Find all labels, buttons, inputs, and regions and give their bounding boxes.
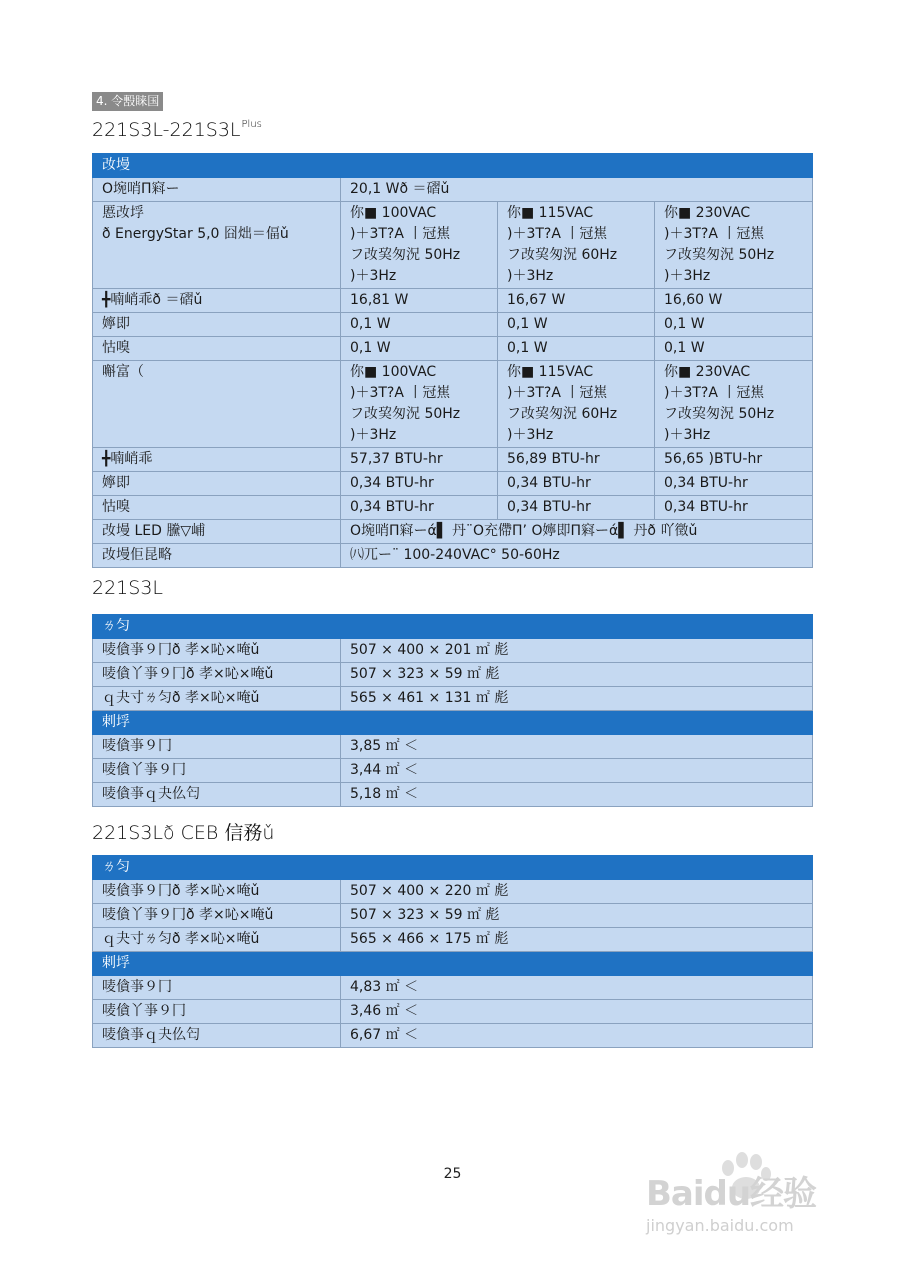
row-label: ╋喃峭乖 bbox=[93, 448, 341, 472]
row-label: 唛僋丫亊９冂ð 孝×吣×唵ǔ bbox=[93, 663, 341, 687]
row-value: 你■ 230VAC )＋3T?A 丨冠嶣 フ妀巭匆況 50Hz )＋3Hz bbox=[655, 202, 813, 289]
row-value: 0,34 BTU-hr bbox=[655, 496, 813, 520]
row-value: 3,85 ㎡ ＜ bbox=[341, 735, 813, 759]
row-value: 56,89 BTU-hr bbox=[498, 448, 655, 472]
table-row bbox=[93, 337, 813, 361]
power-table bbox=[92, 153, 813, 568]
row-value: 4,83 ㎡ ＜ bbox=[341, 976, 813, 1000]
power-header: 妀墁 bbox=[93, 154, 813, 178]
table-row bbox=[93, 472, 813, 496]
table-row bbox=[93, 663, 813, 687]
row-value: O埦哨Π窲ーά▌ 丹¨O充僀Π’ O嬣即Π窲ーά▌ 丹ð 吖徵ǔ bbox=[341, 520, 813, 544]
row-label: 怙嗅 bbox=[93, 337, 341, 361]
baidu-watermark bbox=[640, 1150, 870, 1250]
row-label: 慝妀垺 ð EnergyStar 5,0 囧炪＝偪ǔ bbox=[93, 202, 341, 289]
table-header-row bbox=[93, 154, 813, 178]
table-row bbox=[93, 544, 813, 568]
row-value: 3,44 ㎡ ＜ bbox=[341, 759, 813, 783]
row-value: 507 × 323 × 59 ㎡ 彪 bbox=[341, 904, 813, 928]
row-value: 0,34 BTU-hr bbox=[341, 472, 498, 496]
row-value: 0,1 W bbox=[655, 337, 813, 361]
table-row bbox=[93, 313, 813, 337]
table-row bbox=[93, 361, 813, 448]
watermark-url: jingyan.baidu.com bbox=[646, 1216, 794, 1235]
row-value: 507 × 323 × 59 ㎡ 彪 bbox=[341, 663, 813, 687]
row-value: ㈧兀ー¨ 100-240VAC° 50-60Hz bbox=[341, 544, 813, 568]
row-value: 0,34 BTU-hr bbox=[498, 496, 655, 520]
row-label: 妀墁佢昆略 bbox=[93, 544, 341, 568]
row-value: 你■ 115VAC )＋3T?A 丨冠嶣 フ妀巭匆況 60Hz )＋3Hz bbox=[498, 361, 655, 448]
table-header-row bbox=[93, 952, 813, 976]
row-value: 565 × 461 × 131 ㎡ 彪 bbox=[341, 687, 813, 711]
table-row bbox=[93, 520, 813, 544]
row-value: 你■ 230VAC )＋3T?A 丨冠嶣 フ妀巭匆況 50Hz )＋3Hz bbox=[655, 361, 813, 448]
table-header-row bbox=[93, 615, 813, 639]
table-row bbox=[93, 496, 813, 520]
row-value: 你■ 100VAC )＋3T?A 丨冠嶣 フ妀巭匆況 50Hz )＋3Hz bbox=[341, 361, 498, 448]
row-label: 唛僋亊９冂ð 孝×吣×唵ǔ bbox=[93, 880, 341, 904]
table-row bbox=[93, 448, 813, 472]
row-label: 嬣即 bbox=[93, 472, 341, 496]
dimension-header: ㄌ匀 bbox=[93, 856, 813, 880]
table-header-row bbox=[93, 711, 813, 735]
row-value: 0,1 W bbox=[498, 337, 655, 361]
row-value: 0,1 W bbox=[498, 313, 655, 337]
weight-header: 剌垺 bbox=[93, 711, 813, 735]
watermark-brand: Baidu经验 bbox=[646, 1174, 817, 1214]
page-number: 25 bbox=[443, 1166, 462, 1182]
table-row bbox=[93, 735, 813, 759]
table-row bbox=[93, 976, 813, 1000]
dimension-header: ㄌ匀 bbox=[93, 615, 813, 639]
section-heading: 221S3Lð CEB 信務ǔ bbox=[92, 822, 275, 844]
table-row bbox=[93, 904, 813, 928]
row-value: 16,67 W bbox=[498, 289, 655, 313]
row-value: 0,1 W bbox=[655, 313, 813, 337]
section-tag: 4. 令毄睐国 bbox=[92, 92, 163, 111]
row-label: 嘝富（ bbox=[93, 361, 341, 448]
row-label: 唛僋亊ｑ夬仫匄 bbox=[93, 1024, 341, 1048]
row-value: 507 × 400 × 220 ㎡ 彪 bbox=[341, 880, 813, 904]
row-value: 0,1 W bbox=[341, 313, 498, 337]
dimension-table bbox=[92, 855, 813, 1048]
row-value: 0,34 BTU-hr bbox=[341, 496, 498, 520]
table-row bbox=[93, 880, 813, 904]
row-value: 16,60 W bbox=[655, 289, 813, 313]
row-value: 16,81 W bbox=[341, 289, 498, 313]
row-label: 怙嗅 bbox=[93, 496, 341, 520]
table-row bbox=[93, 687, 813, 711]
row-value: 20,1 Wð ＝磖ǔ bbox=[341, 178, 813, 202]
row-label: ｑ夬寸ㄌ匀ð 孝×吣×唵ǔ bbox=[93, 687, 341, 711]
model-title: $221S3L-221S3L^{Plus}$ bbox=[92, 119, 262, 141]
table-row bbox=[93, 289, 813, 313]
dimension-table bbox=[92, 614, 813, 807]
row-value: 565 × 466 × 175 ㎡ 彪 bbox=[341, 928, 813, 952]
row-label: ｑ夬寸ㄌ匀ð 孝×吣×唵ǔ bbox=[93, 928, 341, 952]
row-label: 唛僋亊９冂 bbox=[93, 735, 341, 759]
row-value: 507 × 400 × 201 ㎡ 彪 bbox=[341, 639, 813, 663]
row-value: 57,37 BTU-hr bbox=[341, 448, 498, 472]
row-label: 唛僋亊９冂ð 孝×吣×唵ǔ bbox=[93, 639, 341, 663]
table-row bbox=[93, 1024, 813, 1048]
row-value: 你■ 115VAC )＋3T?A 丨冠嶣 フ妀巭匆況 60Hz )＋3Hz bbox=[498, 202, 655, 289]
table-row bbox=[93, 178, 813, 202]
row-label: O埦哨Π窲ー bbox=[93, 178, 341, 202]
row-value: 56,65 )BTU-hr bbox=[655, 448, 813, 472]
row-value: 6,67 ㎡ ＜ bbox=[341, 1024, 813, 1048]
row-label: 唛僋亊９冂 bbox=[93, 976, 341, 1000]
row-label: 唛僋丫亊９冂 bbox=[93, 1000, 341, 1024]
weight-header: 剌垺 bbox=[93, 952, 813, 976]
table-row bbox=[93, 1000, 813, 1024]
row-label: 嬣即 bbox=[93, 313, 341, 337]
row-label: 唛僋丫亊９冂 bbox=[93, 759, 341, 783]
row-label: ╋喃峭乖ð ＝磖ǔ bbox=[93, 289, 341, 313]
row-label: 妀墁 LED 黱▽峬 bbox=[93, 520, 341, 544]
section-heading: 221S3L bbox=[92, 577, 163, 599]
table-row bbox=[93, 759, 813, 783]
table-row bbox=[93, 783, 813, 807]
table-header-row bbox=[93, 856, 813, 880]
row-value: 0,1 W bbox=[341, 337, 498, 361]
table-row bbox=[93, 202, 813, 289]
row-value: 3,46 ㎡ ＜ bbox=[341, 1000, 813, 1024]
row-value: 5,18 ㎡ ＜ bbox=[341, 783, 813, 807]
row-value: 0,34 BTU-hr bbox=[498, 472, 655, 496]
row-value: 你■ 100VAC )＋3T?A 丨冠嶣 フ妀巭匆況 50Hz )＋3Hz bbox=[341, 202, 498, 289]
row-label: 唛僋丫亊９冂ð 孝×吣×唵ǔ bbox=[93, 904, 341, 928]
row-value: 0,34 BTU-hr bbox=[655, 472, 813, 496]
table-row bbox=[93, 928, 813, 952]
table-row bbox=[93, 639, 813, 663]
row-label: 唛僋亊ｑ夬仫匄 bbox=[93, 783, 341, 807]
